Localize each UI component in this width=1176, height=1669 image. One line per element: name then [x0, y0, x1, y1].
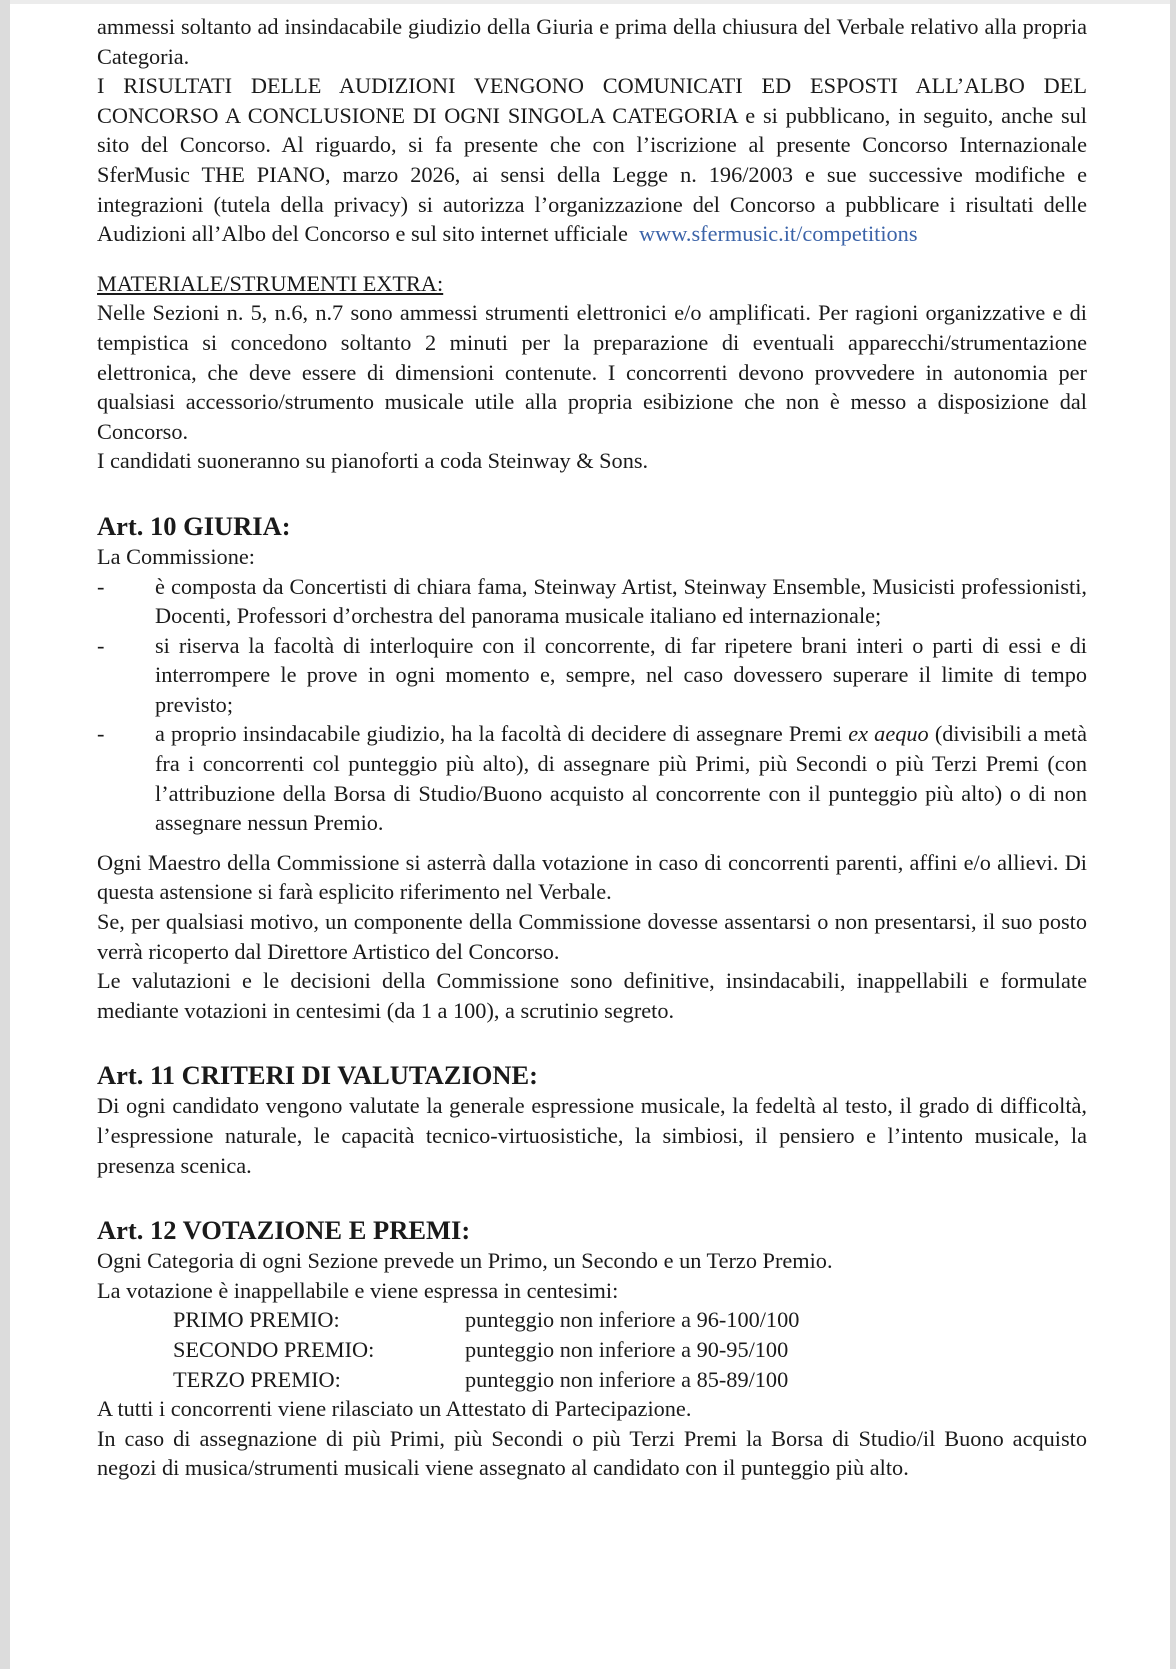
- list-item: [97, 719, 1087, 837]
- materiale-paragraph-1: Nelle Sezioni n. 5, n.6, n.7 sono ammessi strumenti elettronici e/o amplificati. Per ragioni organizzative e di tempistica si concedono soltanto 2 minuti per la preparazione di eventuali apparecchi/strumentazione elettronica, che deve essere di dimensioni contenute. I concorrenti devono provvedere in autonomia per qualsiasi accessorio/strumento musicale utile alla propria esibizione che non è messo a disposizione dal Concorso.: [97, 300, 1087, 444]
- page-edge-top: [0, 0, 1176, 4]
- dash-bullet-icon: -: [97, 573, 105, 599]
- competitions-link[interactable]: www.sfermusic.it/competitions: [639, 221, 918, 247]
- prize-row: [97, 1365, 1087, 1395]
- prize-table: [97, 1305, 1087, 1394]
- document-page: [97, 12, 1087, 1483]
- art10-list: [97, 572, 1087, 838]
- page-edge-right: [1170, 0, 1176, 1669]
- dash-bullet-icon: -: [97, 721, 105, 747]
- list-item-text: si riserva la facoltà di interloquire con il concorrente, di far ripetere brani interi o parti di essi e di interrompere le prove in ogni momento e, sempre, nel caso dovessero superare il limite di tempo previsto;: [155, 632, 1087, 717]
- art12-paragraph-3: A tutti i concorrenti viene rilasciato un Attestato di Partecipazione.: [97, 1396, 692, 1422]
- prize-label: SECONDO PREMIO:: [173, 1336, 375, 1362]
- art11-heading: Art. 11 CRITERI DI VALUTAZIONE:: [97, 1060, 539, 1091]
- dash-bullet-icon: -: [97, 632, 105, 658]
- art12-heading: Art. 12 VOTAZIONE E PREMI:: [97, 1215, 471, 1246]
- art10-paragraph-2: Se, per qualsiasi motivo, un componente della Commissione dovesse assentarsi o non presentarsi, il suo posto verrà ricoperto dal Direttore Artistico del Concorso.: [97, 909, 1087, 964]
- prize-label: PRIMO PREMIO:: [173, 1307, 340, 1333]
- intro-paragraph-1: ammessi soltanto ad insindacabile giudizio della Giuria e prima della chiusura del Verbale relativo alla propria Categoria.: [97, 14, 1087, 69]
- art10-intro: La Commissione:: [97, 543, 255, 569]
- page-edge-left: [0, 0, 10, 1669]
- prize-value: punteggio non inferiore a 85-89/100: [465, 1366, 789, 1392]
- spacer: [97, 249, 1087, 269]
- art12-paragraph-4: In caso di assegnazione di più Primi, più Secondi o più Terzi Premi la Borsa di Studio/il Buono acquisto negozi di musica/strumenti musicali viene assegnato al candidato con il punteggio più alto.: [97, 1425, 1087, 1481]
- prize-value: punteggio non inferiore a 96-100/100: [465, 1307, 800, 1333]
- spacer: [97, 838, 1087, 848]
- spacer: [97, 476, 1087, 510]
- art10-paragraph-3: Le valutazioni e le decisioni della Commissione sono definitive, insindacabili, inappellabili e formulate mediante votazioni in centesimi (da 1 a 100), a scrutinio segreto.: [97, 968, 1087, 1023]
- list-item-text: (divisibili a metà fra i concorrenti col punteggio più alto), di assegnare più Primi, più Secondi o più Terzi Premi (con l’attribuzione della Borsa di Studio/Buono acquisto al concorrente con il punteggio più alto) o di non assegnare nessun Premio.: [155, 721, 1088, 836]
- spacer: [97, 1025, 1087, 1059]
- materiale-paragraph-2: I candidati suoneranno su pianoforti a coda Steinway & Sons.: [97, 448, 649, 474]
- list-item: [97, 572, 1087, 631]
- prize-row: [97, 1335, 1087, 1365]
- materiale-heading: MATERIALE/STRUMENTI EXTRA:: [97, 270, 444, 296]
- list-item-text: è composta da Concertisti di chiara fama, Steinway Artist, Steinway Ensemble, Musicisti professionisti, Docenti, Professori d’orchestra del panorama musicale italiano ed internazionale;: [155, 573, 1087, 629]
- spacer: [97, 1180, 1087, 1214]
- art10-paragraph-1: Ogni Maestro della Commissione si asterrà dalla votazione in caso di concorrenti parenti, affini e/o allievi. Di questa astensione si farà esplicito riferimento nel Verbale.: [97, 849, 1087, 905]
- list-item: [97, 631, 1087, 720]
- art11-paragraph-1: Di ogni candidato vengono valutate la generale espressione musicale, la fedeltà al testo, il grado di difficoltà, l’espressione naturale, le capacità tecnico-virtuosistiche, la simbiosi, il pensiero e l’intento musicale, la presenza scenica.: [97, 1093, 1087, 1178]
- prize-label: TERZO PREMIO:: [173, 1366, 341, 1392]
- intro-paragraph-2-text: I RISULTATI DELLE AUDIZIONI VENGONO COMUNICATI ED ESPOSTI ALL’ALBO DEL CONCORSO A CONCLUSIONE DI OGNI SINGOLA CATEGORIA e si pubblicano, in seguito, anche sul sito del Concorso. Al riguardo, si fa presente che con l’iscrizione al presente Concorso Internazionale SferMusic THE PIANO, marzo 2026, ai sensi della Legge n. 196/2003 e sue successive modifiche e integrazioni (tutela della privacy) si autorizza l’organizzazione del Concorso a pubblicare i risultati delle Audizioni all’Albo del Concorso e sul sito internet ufficiale: [97, 73, 1087, 247]
- list-item-italic: ex aequo: [848, 721, 929, 747]
- prize-row: [97, 1305, 1087, 1335]
- list-item-text: a proprio insindacabile giudizio, ha la facoltà di decidere di assegnare Premi: [155, 721, 849, 747]
- art12-paragraph-1: Ogni Categoria di ogni Sezione prevede un Primo, un Secondo e un Terzo Premio.: [97, 1248, 833, 1274]
- prize-value: punteggio non inferiore a 90-95/100: [465, 1336, 789, 1362]
- intro-paragraph-2: [97, 71, 1087, 249]
- art10-heading: Art. 10 GIURIA:: [97, 510, 291, 541]
- art12-paragraph-2: La votazione è inappellabile e viene espressa in centesimi:: [97, 1277, 619, 1303]
